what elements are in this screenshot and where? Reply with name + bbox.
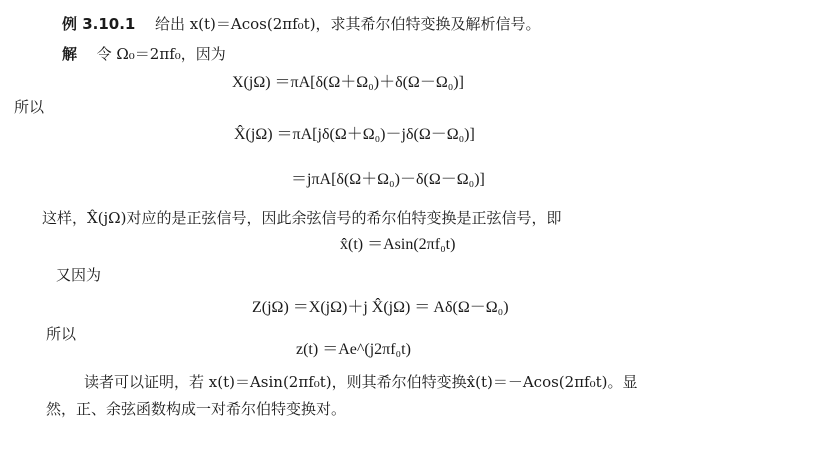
equation-5: Z(jΩ) ＝X(jΩ)＋j X̂(jΩ) ＝ Aδ(Ω－Ω₀) [252, 299, 509, 316]
solution-text: 令 Ω₀＝2πf₀，因为 [96, 45, 226, 63]
example-label: 例 3.10.1 [62, 15, 136, 33]
suoyi-1: 所以 [14, 98, 45, 116]
paragraph-1: 这样，X̂(jΩ)对应的是正弦信号，因此余弦信号的希尔伯特变换是正弦信号，即 [42, 209, 562, 227]
equation-2: X̂(jΩ) ＝πA[jδ(Ω＋Ω₀)－jδ(Ω－Ω₀)] [234, 126, 475, 143]
example-text: 给出 x(t)＝Acos(2πf₀t)，求其希尔伯特变换及解析信号。 [154, 15, 541, 33]
equation-3: ＝jπA[δ(Ω＋Ω₀)－δ(Ω－Ω₀)] [291, 171, 485, 188]
paragraph-2-line-1: 读者可以证明，若 x(t)＝Asin(2πf₀t)，则其希尔伯特变换x̂(t)＝－Acos(2πf₀t)。显 [84, 373, 638, 391]
equation-4: x̂(t) ＝Asin(2πf₀t) [340, 236, 456, 253]
solution-label: 解 [62, 45, 78, 63]
solution-line [62, 44, 226, 64]
equation-1: X(jΩ) ＝πA[δ(Ω＋Ω₀)＋δ(Ω－Ω₀)] [232, 74, 464, 91]
equation-6: z(t) ＝Ae^(j2πf₀t) [296, 341, 411, 358]
youyinwei-label: 又因为 [56, 266, 102, 284]
paragraph-2-line-2: 然，正、余弦函数构成一对希尔伯特变换对。 [46, 400, 347, 418]
example-line [62, 14, 541, 34]
suoyi-2: 所以 [46, 325, 77, 343]
